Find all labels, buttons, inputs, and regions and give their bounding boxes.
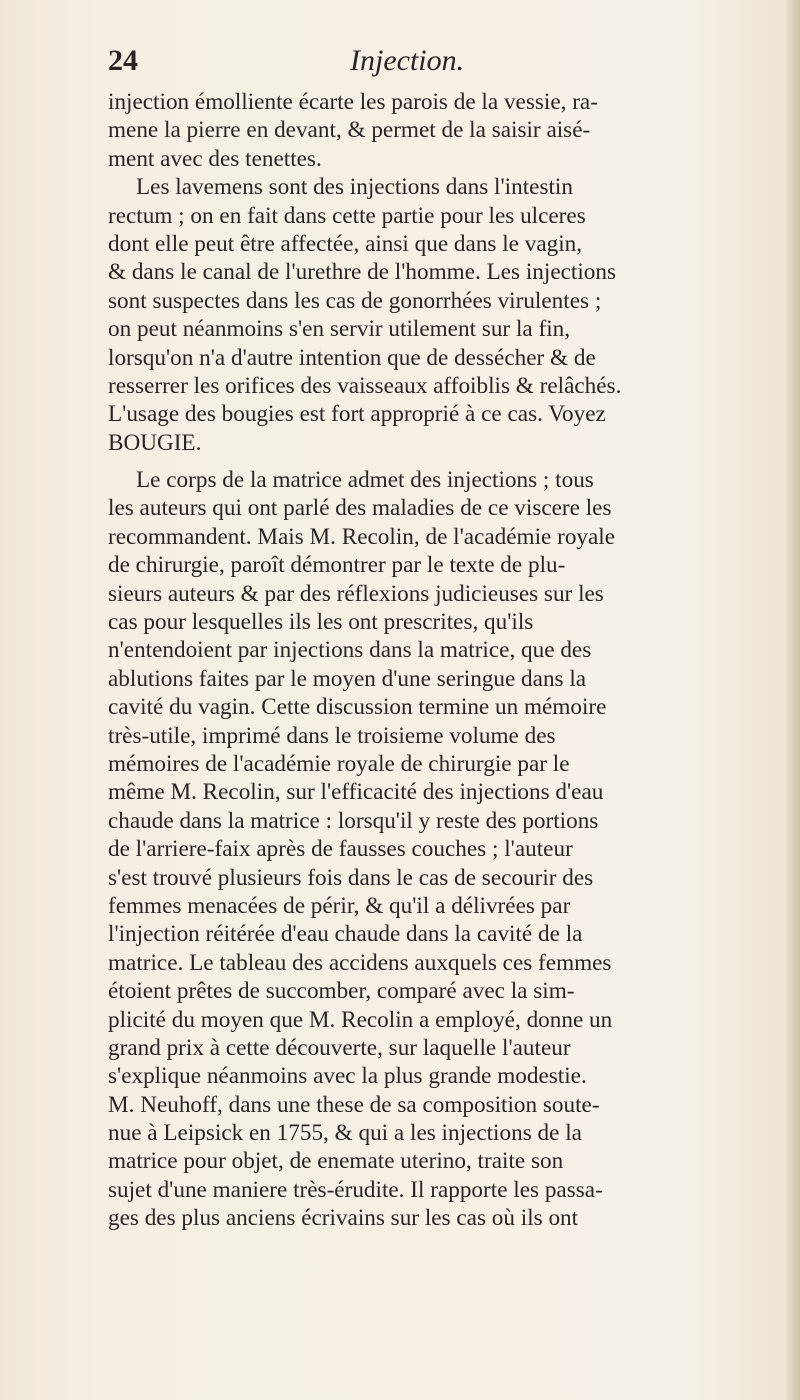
text-line: grand prix à cette découverte, sur laquelle l'auteur (108, 1034, 571, 1061)
text-line: dont elle peut être affectée, ainsi que dans le vagin, (108, 230, 583, 257)
text-line: les auteurs qui ont parlé des maladies de ce viscere les (108, 495, 612, 522)
text-line: mene la pierre en devant, & permet de la saisir aisé- (108, 117, 591, 144)
text-line: très-utile, imprimé dans le troisieme volume des (108, 722, 556, 749)
text-line: recommandent. Mais M. Recolin, de l'académie royale (108, 523, 616, 550)
text-line: étoient prêtes de succomber, comparé avec la sim- (108, 978, 575, 1005)
page-header (108, 44, 768, 90)
text-line: & dans le canal de l'urethre de l'homme. Les injections (108, 259, 617, 286)
text-line: injection émolliente écarte les parois de la vessie, ra- (108, 89, 598, 115)
text-line: de l'arriere-faix après de fausses couches ; l'auteur (108, 836, 573, 863)
text-line: ablutions faites par le moyen d'une seringue dans la (108, 665, 587, 692)
text-line: de chirurgie, paroît démontrer par le texte de plu- (108, 552, 566, 579)
text-line: L'usage des bougies est fort approprié à ce cas. Voyez (108, 401, 606, 428)
text-line: mémoires de l'académie royale de chirurgie par le (108, 750, 570, 777)
text-line: rectum ; on en fait dans cette partie pour les ulceres (108, 202, 586, 229)
text-line: resserrer les orifices des vaisseaux affoiblis & relâchés. (108, 372, 622, 399)
text-line: s'est trouvé plusieurs fois dans le cas de secourir des (108, 864, 594, 891)
text-line: l'injection réitérée d'eau chaude dans la cavité de la (108, 921, 583, 948)
page-number: 24 (108, 44, 138, 77)
text-line: chaude dans la matrice : lorsqu'il y reste des portions (108, 807, 599, 834)
text-line: cavité du vagin. Cette discussion termine un mémoire (108, 694, 607, 721)
text-line: Le corps de la matrice admet des injections ; tous (136, 467, 594, 494)
text-line: on peut néanmoins s'en servir utilement sur la fin, (108, 316, 571, 343)
text-line: matrice. Le tableau des accidens auxquels ces femmes (108, 949, 612, 976)
running-title: Injection. (350, 44, 465, 77)
page-edge (786, 0, 800, 1400)
text-line: s'explique néanmoins avec la plus grande modestie. (108, 1063, 587, 1090)
text-line: ges des plus anciens écrivains sur les cas où ils ont (108, 1205, 579, 1232)
text-line: même M. Recolin, sur l'efficacité des injections d'eau (108, 779, 604, 806)
text-line: nue à Leipsick en 1755, & qui a les injections de la (108, 1120, 582, 1147)
text-line: M. Neuhoff, dans une these de sa composition soute- (108, 1091, 600, 1118)
text-line: plicité du moyen que M. Recolin a employé, donne un (108, 1006, 613, 1033)
text-line: n'entendoient par injections dans la matrice, que des (108, 637, 592, 664)
text-line: sieurs auteurs & par des réflexions judicieuses sur les (108, 580, 604, 607)
text-line: lorsqu'on n'a d'autre intention que de dessécher & de (108, 344, 596, 371)
body-text (108, 88, 788, 1233)
text-line: femmes menacées de périr, & qu'il a délivrées par (108, 892, 571, 919)
text-line: sont suspectes dans les cas de gonorrhées virulentes ; (108, 287, 602, 314)
text-line: cas pour lesquelles ils les ont prescrites, qu'ils (108, 609, 534, 636)
text-line: sujet d'une maniere très-érudite. Il rapporte les passa- (108, 1176, 603, 1203)
text-line: ment avec des tenettes. (108, 145, 322, 172)
text-line: BOUGIE. (108, 429, 202, 456)
text-line: Les lavemens sont des injections dans l'intestin (136, 174, 573, 201)
text-line: matrice pour objet, de enemate uterino, traite son (108, 1148, 564, 1175)
